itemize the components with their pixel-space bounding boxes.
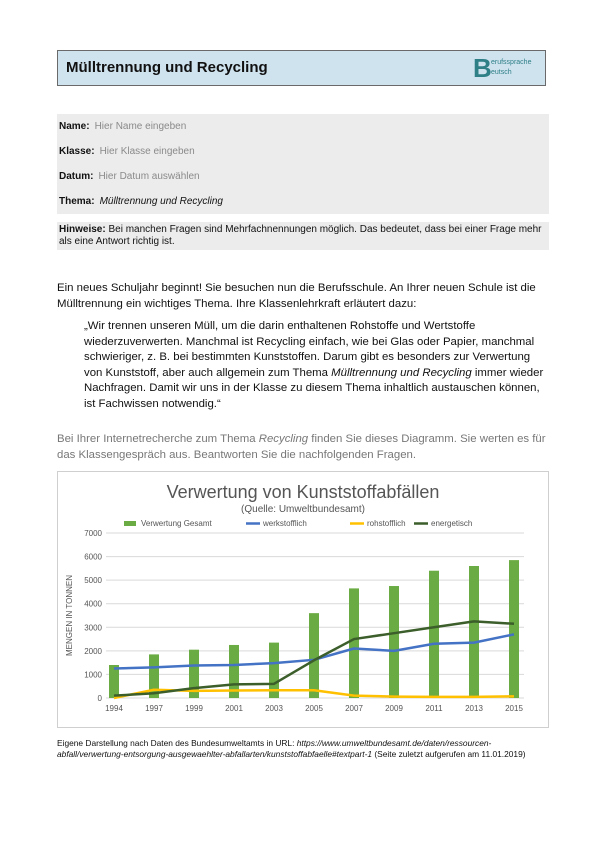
- logo-b-glyph: B: [473, 53, 492, 83]
- name-row: [57, 114, 549, 139]
- logo-text-1: erufssprache: [491, 59, 532, 66]
- y-tick-label: 5000: [84, 576, 102, 586]
- x-tick-label: 2015: [505, 704, 523, 713]
- bar-verwertung-gesamt: [109, 665, 119, 698]
- y-tick-label: 3000: [84, 623, 102, 633]
- chart-container: [57, 471, 549, 728]
- berufssprache-logo: [473, 54, 537, 82]
- y-tick-label: 0: [97, 694, 102, 703]
- chart-title: Verwertung von Kunststoffabfällen: [166, 482, 440, 502]
- x-tick-label: 2005: [305, 704, 323, 713]
- hinweis-box: [57, 222, 549, 250]
- thema-row: [57, 189, 549, 214]
- x-tick-label: 2011: [425, 704, 443, 713]
- name-field[interactable]: Hier Name eingeben: [94, 121, 187, 132]
- klasse-field[interactable]: Hier Klasse eingeben: [99, 146, 195, 157]
- hinweis-label: Hinweise:: [59, 224, 106, 235]
- x-tick-label: 1997: [145, 704, 163, 713]
- plastic-waste-chart: [58, 472, 548, 727]
- y-tick-label: 7000: [84, 529, 102, 538]
- bar-verwertung-gesamt: [469, 566, 479, 698]
- task-part-2: finden Sie dieses Diagramm. Sie werten es für das Klassengespräch aus. Beantworten Sie die nachfolgenden Fragen.: [57, 433, 546, 461]
- quote-part-1: „Wir trennen unseren Müll, um die darin enthaltenen Rohstoffe und Wertstoffe wiederzuverwerten. Manchmal ist Recycling einfach, wie bei Glas oder Papier, manchmal schwieriger, z. B. bei bestimmten Kunststoffen. Darum gibt es besonders zur Verwertung von Kunststoff, aber auch allgemein zum Thema: [84, 320, 535, 379]
- x-tick-label: 2013: [465, 704, 483, 713]
- teacher-quote: [84, 319, 549, 412]
- bar-verwertung-gesamt: [389, 586, 399, 698]
- legend-label: Verwertung Gesamt: [141, 519, 212, 528]
- legend-label: rohstofflich: [367, 519, 406, 528]
- name-label: Name:: [59, 121, 90, 132]
- x-tick-label: 2009: [385, 704, 403, 713]
- legend-swatch: [124, 521, 136, 526]
- x-tick-label: 1999: [185, 704, 203, 713]
- source-url[interactable]: https://www.umweltbundesamt.de/daten/ressourcen-abfall/verwertung-entsorgung-ausgewaehlter-abfallarten/kunststoffabfaelle#textpart-1: [57, 738, 492, 759]
- thema-value: Mülltrennung und Recycling: [99, 196, 223, 207]
- bar-verwertung-gesamt: [429, 571, 439, 698]
- student-form: [57, 114, 549, 214]
- y-axis-label: MENGEN IN TONNEN: [65, 574, 74, 657]
- quote-part-2: immer wieder Nachfragen. Damit wir uns in der Klasse zu diesem Thema inhaltlich austauschen können, ist Fachwissen notwendig.“: [84, 366, 544, 410]
- x-tick-label: 2001: [225, 704, 243, 713]
- x-tick-label: 1994: [105, 704, 123, 713]
- datum-row: [57, 164, 549, 189]
- header-box: [57, 50, 546, 86]
- klasse-label: Klasse:: [59, 146, 95, 157]
- source-date: (Seite zuletzt aufgerufen am 11.01.2019): [372, 749, 526, 759]
- source-text: Eigene Darstellung nach Daten des Bundesumweltamts in URL:: [57, 738, 297, 748]
- y-tick-label: 2000: [84, 646, 102, 656]
- task-paragraph: [57, 432, 549, 463]
- x-tick-label: 2003: [265, 704, 283, 713]
- quote-emphasis: Mülltrennung und Recycling: [331, 366, 472, 379]
- task-part-1: Bei Ihrer Internetrecherche zum Thema: [57, 433, 259, 445]
- bar-verwertung-gesamt: [349, 588, 359, 698]
- legend-label: werkstofflich: [263, 519, 307, 528]
- logo-text-2: eutsch: [491, 69, 512, 76]
- y-tick-label: 6000: [84, 552, 102, 562]
- y-tick-label: 4000: [84, 599, 102, 609]
- task-emphasis: Recycling: [258, 433, 309, 445]
- legend-label: energetisch: [431, 519, 473, 528]
- intro-paragraph: Ein neues Schuljahr beginnt! Sie besuchen nun die Berufsschule. An Ihrer neuen Schule ist die Mülltrennung ein wichtiges Thema. Ihre Klassenlehrkraft erläutert dazu:: [57, 282, 536, 310]
- hinweis-text: Bei manchen Fragen sind Mehrfachnennungen möglich. Das bedeutet, dass bei einer Frage mehr als eine Antwort richtig ist.: [59, 224, 542, 247]
- thema-label: Thema:: [59, 196, 95, 207]
- bar-verwertung-gesamt: [509, 560, 519, 698]
- chart-subtitle: (Quelle: Umweltbundesamt): [241, 504, 365, 515]
- page-title: Mülltrennung und Recycling: [66, 59, 268, 76]
- klasse-row: [57, 139, 549, 164]
- source-citation: [57, 738, 549, 760]
- datum-label: Datum:: [59, 171, 94, 182]
- datum-field[interactable]: Hier Datum auswählen: [98, 171, 200, 182]
- x-tick-label: 2007: [345, 704, 363, 713]
- y-tick-label: 1000: [84, 670, 102, 680]
- bar-verwertung-gesamt: [309, 613, 319, 698]
